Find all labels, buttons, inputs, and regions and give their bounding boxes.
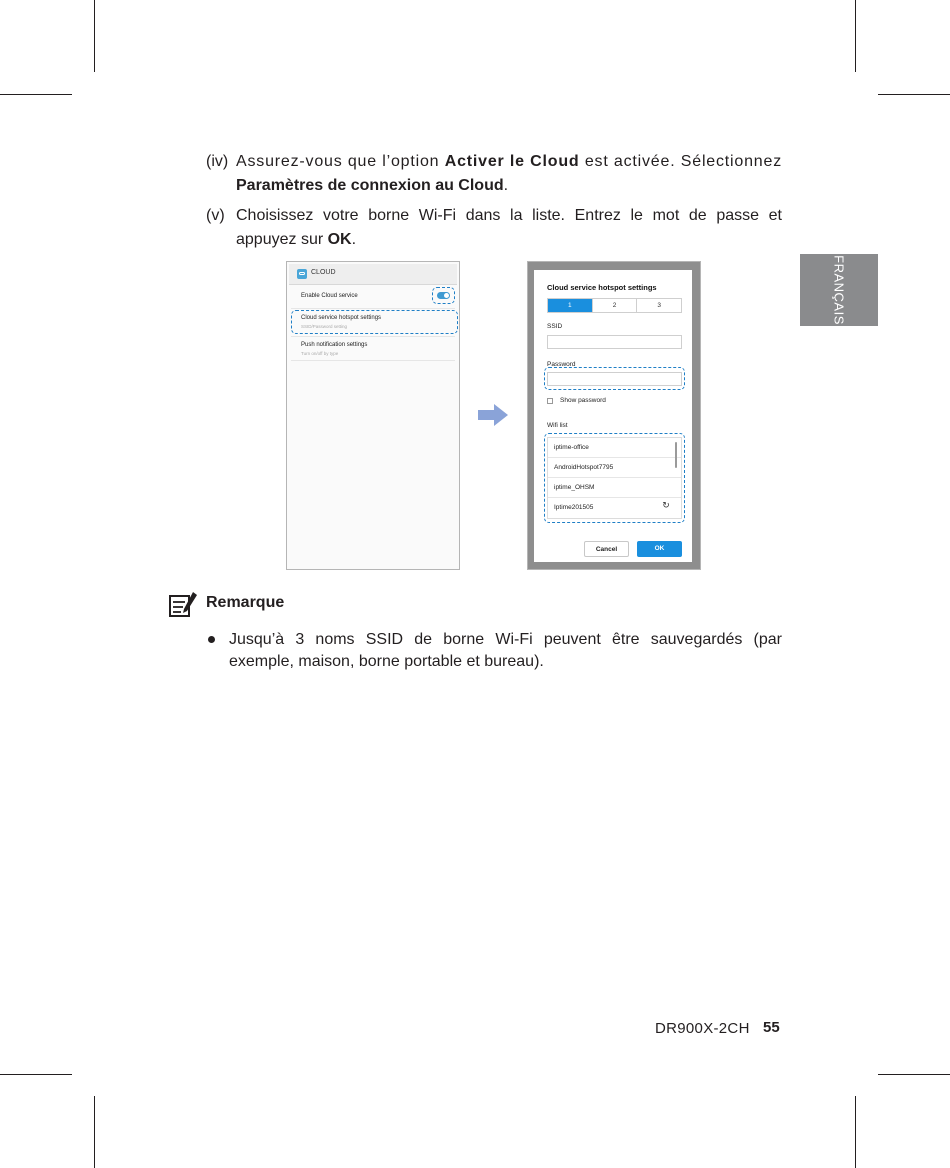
- wifi-list-item[interactable]: iptime_OHSM: [554, 484, 595, 491]
- push-settings-sub: Turn on/off by type: [301, 351, 339, 356]
- note-pencil-icon: [168, 591, 198, 619]
- hotspot-dialog-screenshot: [527, 261, 701, 570]
- password-highlight: [544, 367, 685, 390]
- page-number: 55: [763, 1019, 780, 1036]
- crop-mark: [878, 94, 950, 95]
- step-iv: [206, 150, 782, 198]
- arrow-right-icon: [478, 404, 508, 426]
- step-bold: Paramètres de connexion au Cloud: [236, 177, 504, 194]
- wifi-list-item[interactable]: iptime-office: [554, 444, 589, 451]
- step-bold: OK: [327, 231, 352, 248]
- ok-button[interactable]: OK: [637, 541, 682, 557]
- step-v: [206, 204, 782, 252]
- tab-slot-1[interactable]: 1: [548, 299, 593, 312]
- cloud-app-icon: [297, 269, 307, 279]
- crop-mark: [0, 1074, 72, 1075]
- hotspot-dialog: [534, 270, 692, 562]
- step-bold: Activer le Cloud: [444, 153, 580, 170]
- wifi-list-highlight: [544, 433, 685, 523]
- app-title: CLOUD: [311, 269, 336, 276]
- step-text: .: [351, 231, 357, 248]
- dialog-title: Cloud service hotspot settings: [547, 283, 657, 292]
- wifi-list-item[interactable]: AndroidHotspot7795: [554, 464, 614, 471]
- app-bar: [289, 264, 457, 285]
- tab-slot-3[interactable]: 3: [657, 302, 661, 309]
- note-title: Remarque: [206, 594, 285, 611]
- step-text: est activée. Sélectionnez: [579, 153, 782, 170]
- divider: [291, 308, 455, 309]
- language-tab-label: FRANÇAIS: [831, 255, 847, 325]
- refresh-icon[interactable]: ↻: [662, 500, 670, 510]
- step-text: .: [503, 177, 509, 194]
- crop-mark: [855, 1096, 856, 1168]
- bullet-dot: [208, 636, 215, 643]
- ssid-input[interactable]: [547, 335, 682, 349]
- step-number: (v): [206, 207, 225, 224]
- crop-mark: [0, 94, 72, 95]
- cancel-button[interactable]: Cancel: [584, 541, 629, 557]
- crop-mark: [94, 0, 95, 72]
- step-text: Assurez-vous que l’option: [236, 153, 445, 170]
- tab-slot-2[interactable]: 2: [593, 299, 638, 312]
- hotspot-settings-label[interactable]: Cloud service hotspot settings: [301, 315, 382, 321]
- toggle-highlight: [432, 287, 455, 304]
- divider: [291, 360, 455, 361]
- step-text: Choisissez votre borne Wi-Fi dans la liste. Entrez le mot de passe et appuyez sur: [236, 207, 782, 248]
- footer-model: DR900X-2CH: [655, 1020, 750, 1037]
- hotspot-settings-highlight: [291, 310, 458, 334]
- password-label: Password: [547, 361, 576, 368]
- show-password-checkbox[interactable]: [547, 398, 553, 404]
- ssid-label: SSID: [547, 323, 563, 330]
- crop-mark: [94, 1096, 95, 1168]
- language-tab: [800, 254, 878, 326]
- divider: [291, 336, 455, 337]
- note-bullet: Jusqu’à 3 noms SSID de borne Wi-Fi peuvent être sauvegardés (par exemple, maison, borne portable et bureau).: [229, 631, 782, 670]
- step-number: (iv): [206, 153, 229, 170]
- push-settings-label[interactable]: Push notification settings: [301, 342, 368, 348]
- enable-cloud-label: Enable Cloud service: [301, 293, 358, 299]
- wifi-list-item[interactable]: Iptime201505: [554, 504, 594, 511]
- wifi-list-label: Wifi list: [547, 422, 568, 429]
- show-password-label: Show password: [560, 397, 606, 404]
- crop-mark: [878, 1074, 950, 1075]
- cloud-settings-screenshot: [286, 261, 460, 570]
- hotspot-settings-sub: SSID/Password setting: [301, 324, 348, 329]
- crop-mark: [855, 0, 856, 72]
- slot-tabs: [547, 298, 682, 313]
